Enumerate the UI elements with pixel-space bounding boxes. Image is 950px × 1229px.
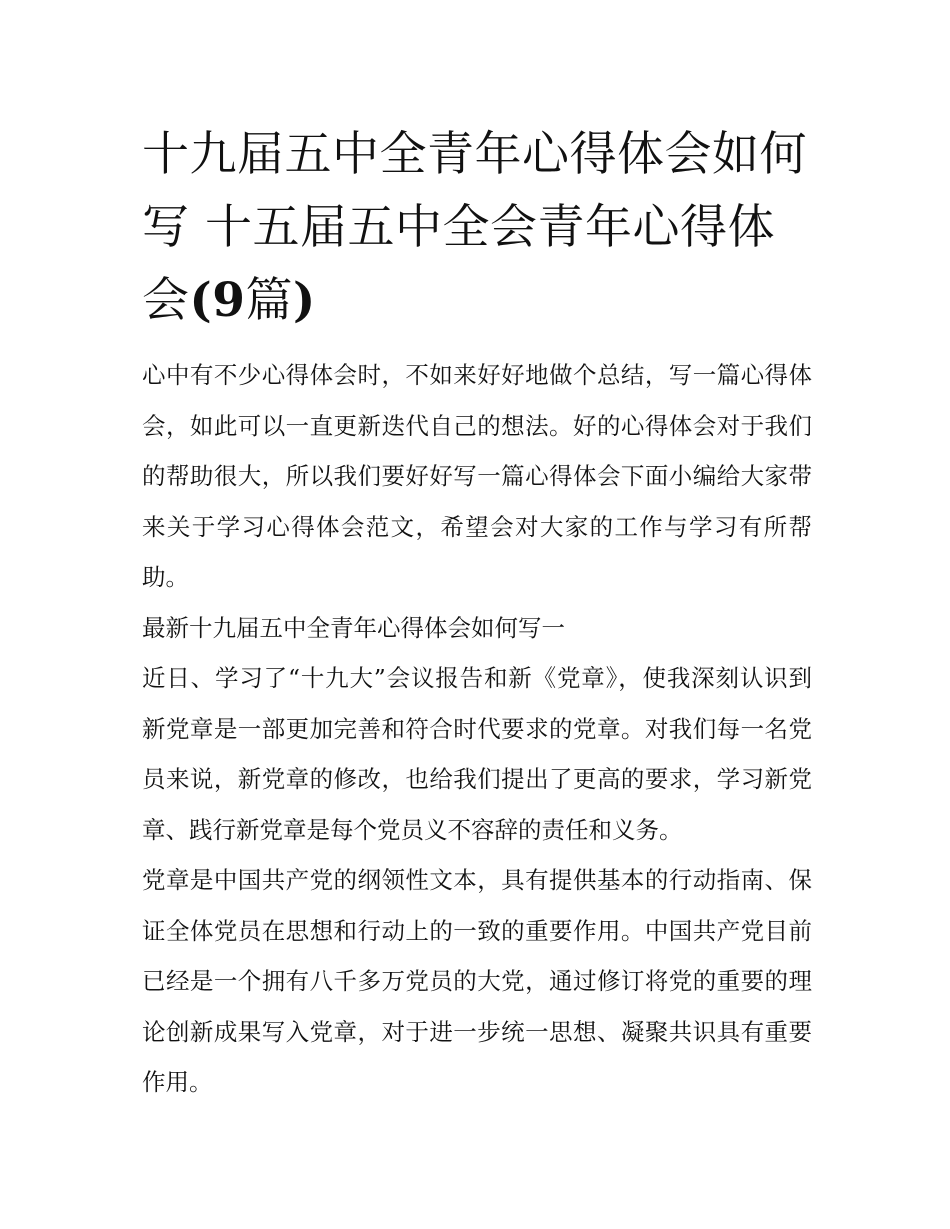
intro-paragraph: 心中有不少心得体会时，不如来好好地做个总结，写一篇心得体会，如此可以一直更新迭代自己的想法。好的心得体会对于我们的帮助很大，所以我们要好好写一篇心得体会下面小编给大家带来关于学习心得体会范文，希望会对大家的工作与学习有所帮助。 [142,361,812,591]
document-page [142,118,812,1108]
body-paragraph: 党章是中国共产党的纲领性文本，具有提供基本的行动指南、保证全体党员在思想和行动上的一致的重要作用。中国共产党目前已经是一个拥有八千多万党员的大党，通过修订将党的重要的理论创新成果写入党章，对于进一步统一思想、凝聚共识具有重要作用。 [142,866,812,1096]
title-paren-close: ) [292,273,316,328]
document-title: 十九届五中全青年心得体会如何写 十五届五中全会青年心得体会(9篇) [142,127,807,328]
section-heading: 最新十九届五中全青年心得体会如何写一 [142,613,565,642]
document-body [142,350,812,1108]
body-paragraph: 近日、学习了“十九大”会议报告和新《党章》，使我深刻认识到新党章是一部更加完善和符合时代要求的党章。对我们每一名党员来说，新党章的修改，也给我们提出了更高的要求，学习新党章、践行新党章是每个党员义不容辞的责任和义务。 [142,664,812,844]
title-count: (9 [189,273,246,328]
